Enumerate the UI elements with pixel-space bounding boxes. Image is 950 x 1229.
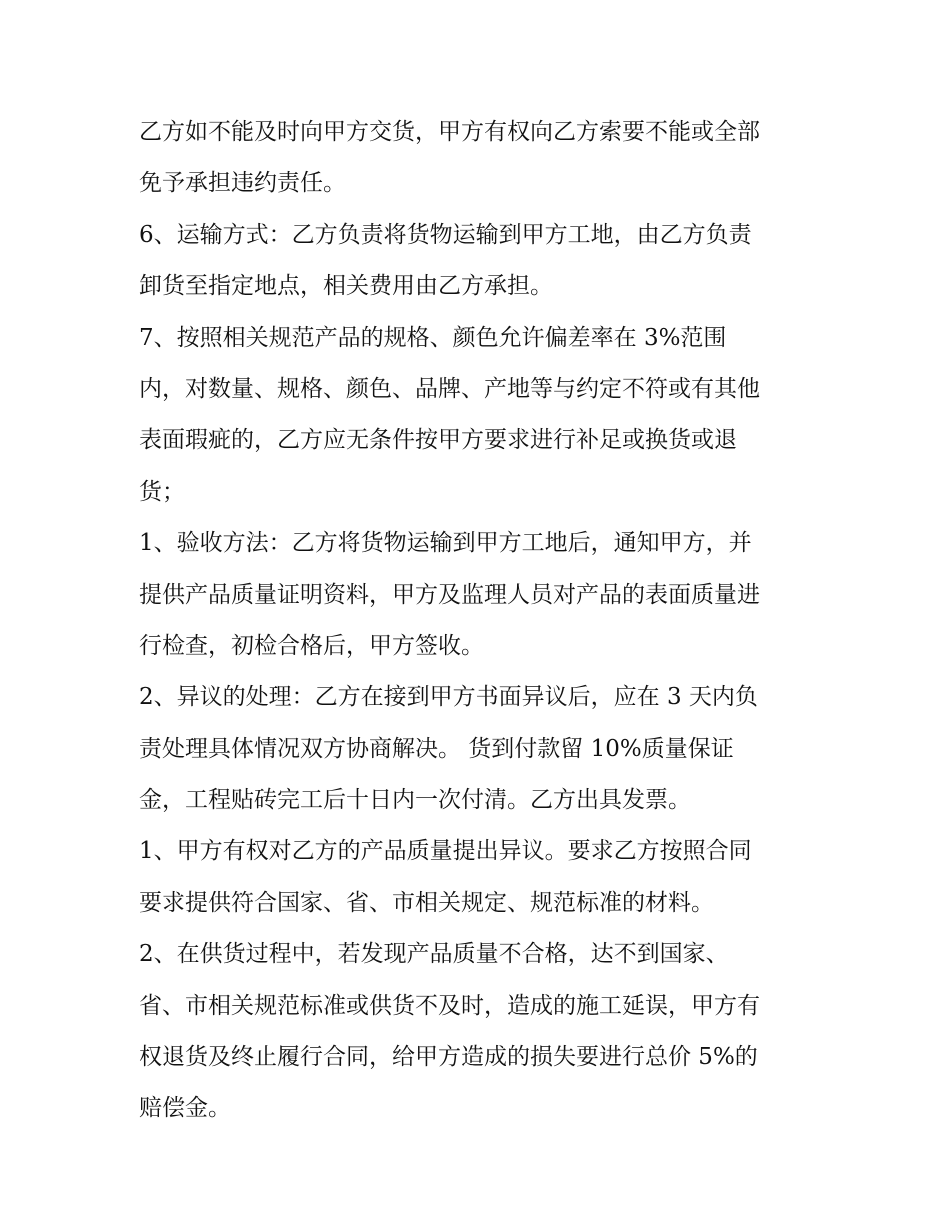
text-line: 乙方如不能及时向甲方交货，甲方有权向乙方索要不能或全部 [139, 119, 760, 145]
text-line: 内，对数量、规格、颜色、品牌、产地等与约定不符或有其他 [139, 375, 760, 402]
text-line: 行检查，初检合格后，甲方签收。 [139, 632, 484, 659]
text-line: 2、异议的处理：乙方在接到甲方书面异议后，应在 3 天内负 [139, 684, 758, 711]
document-body [139, 107, 819, 1135]
text-line: 提供产品质量证明资料，甲方及监理人员对产品的表面质量进 [139, 581, 760, 608]
text-line: 责处理具体情况双方协商解决。 货到付款留 10%质量保证 [139, 735, 734, 762]
text-line: 省、市相关规范标准或供货不及时，造成的施工延误，甲方有 [139, 992, 760, 1019]
text-line: 赔偿金。 [139, 1095, 231, 1122]
text-line: 免予承担违约责任。 [139, 170, 346, 197]
text-line: 表面瑕疵的，乙方应无条件按甲方要求进行补足或换货或退 [139, 427, 737, 454]
text-line: 6、运输方式：乙方负责将货物运输到甲方工地，由乙方负责 [139, 221, 752, 248]
text-line: 权退货及终止履行合同，给甲方造成的损失要进行总价 5%的 [139, 1044, 758, 1071]
text-line: 1、甲方有权对乙方的产品质量提出异议。要求乙方按照合同 [139, 838, 752, 865]
text-line: 7、按照相关规范产品的规格、颜色允许偏差率在 3%范围 [139, 324, 727, 351]
text-line: 要求提供符合国家、省、市相关规定、规范标准的材料。 [139, 889, 714, 916]
text-line: 1、验收方法：乙方将货物运输到甲方工地后，通知甲方，并 [139, 530, 752, 557]
text-line: 卸货至指定地点，相关费用由乙方承担。 [139, 273, 553, 300]
text-line: 货； [139, 478, 185, 505]
text-line: 金，工程贴砖完工后十日内一次付清。乙方出具发票。 [139, 787, 691, 814]
text-line: 2、在供货过程中，若发现产品质量不合格，达不到国家、 [139, 941, 729, 968]
